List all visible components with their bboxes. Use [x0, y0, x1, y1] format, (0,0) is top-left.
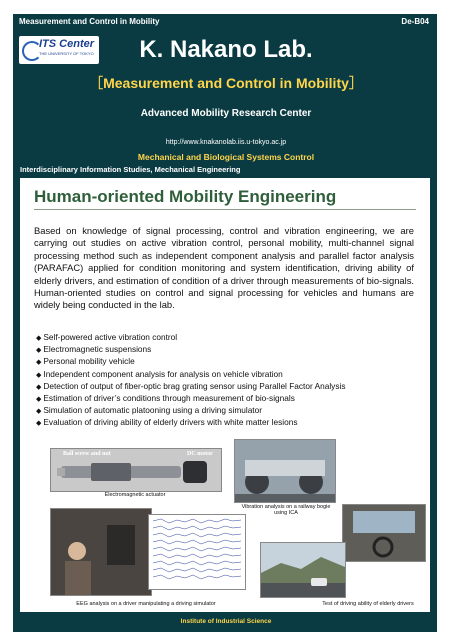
bogie-caption: Vibration analysis on a railway bogie using ICA	[241, 504, 331, 516]
actuator-photo	[50, 448, 222, 492]
list-item: ◆ Evaluation of driving ability of elderly drivers with white matter lesions	[36, 417, 416, 429]
cockpit-illustration	[343, 505, 425, 561]
list-item: ◆ Independent component analysis for analysis on vehicle vibration	[36, 369, 416, 381]
actuator-label-right: DC motor	[187, 451, 213, 457]
list-item: ◆ Detection of output of fiber-optic brag grating sensor using Parallel Factor Analysis	[36, 381, 416, 393]
list-item: ◆ Personal mobility vehicle	[36, 356, 416, 368]
actuator-label-left: Ball screw and nut	[63, 451, 111, 457]
research-center: Advanced Mobility Research Center	[140, 108, 312, 119]
poster-id: De-B04	[401, 17, 429, 26]
section-title: Human-oriented Mobility Engineering	[34, 187, 337, 206]
driver-illustration	[51, 509, 151, 595]
road-test-photo	[260, 542, 346, 598]
list-item: ◆ Simulation of automatic platooning using a driving simulator	[36, 405, 416, 417]
description-paragraph: Based on knowledge of signal processing, control and vibration engineering, we are carrying out studies on active vibration control, personal mobility, multi-channel signal processing method such as independent component analysis and parallel factor analysis (PARAFAC) applied for condition monitoring and system identification, driving ability of elderly drivers, and estimation of condition of a driver through measurements of bio-signals. Human-oriented studies on control and signal processing for vehicles and humans are widely being conducted in the lab.	[34, 225, 414, 311]
title-divider	[34, 209, 416, 210]
affiliations: Interdisciplinary Information Studies, Mechanical Engineering	[20, 165, 241, 174]
elderly-caption: Test of driving ability of elderly drivers	[322, 601, 414, 607]
department: Mechanical and Biological Systems Control	[137, 152, 315, 162]
bogie-photo	[234, 439, 336, 503]
simulator-cockpit-photo	[342, 504, 426, 562]
road-illustration	[261, 543, 345, 597]
header-left: Measurement and Control in Mobility	[19, 17, 160, 26]
list-item: ◆ Electromagnetic suspensions	[36, 344, 416, 356]
lab-title: K. Nakano Lab.	[139, 36, 313, 63]
lab-subtitle: ［Measurement and Control in Mobility］	[89, 75, 363, 91]
content-panel	[20, 178, 430, 612]
bogie-illustration	[235, 440, 335, 502]
list-item: ◆ Self-powered active vibration control	[36, 332, 416, 344]
actuator-caption: Electromagnetic actuator	[104, 492, 166, 498]
topic-list	[36, 332, 416, 430]
its-center-logo: ITS Center THE UNIVERSITY OF TOKYO	[19, 36, 99, 64]
driver-simulator-photo	[50, 508, 152, 596]
top-bar	[13, 14, 437, 30]
footer-institute: Institute of Industrial Science	[180, 618, 272, 625]
eeg-caption: EEG analysis on a driver manipulating a driving simulator	[76, 601, 216, 607]
eeg-signal-plot	[148, 514, 246, 590]
list-item: ◆ Estimation of driver’s conditions through measurement of bio-signals	[36, 393, 416, 405]
lab-url[interactable]: http://www.knakanolab.iis.u-tokyo.ac.jp	[165, 139, 287, 146]
eeg-waveforms	[149, 515, 245, 589]
